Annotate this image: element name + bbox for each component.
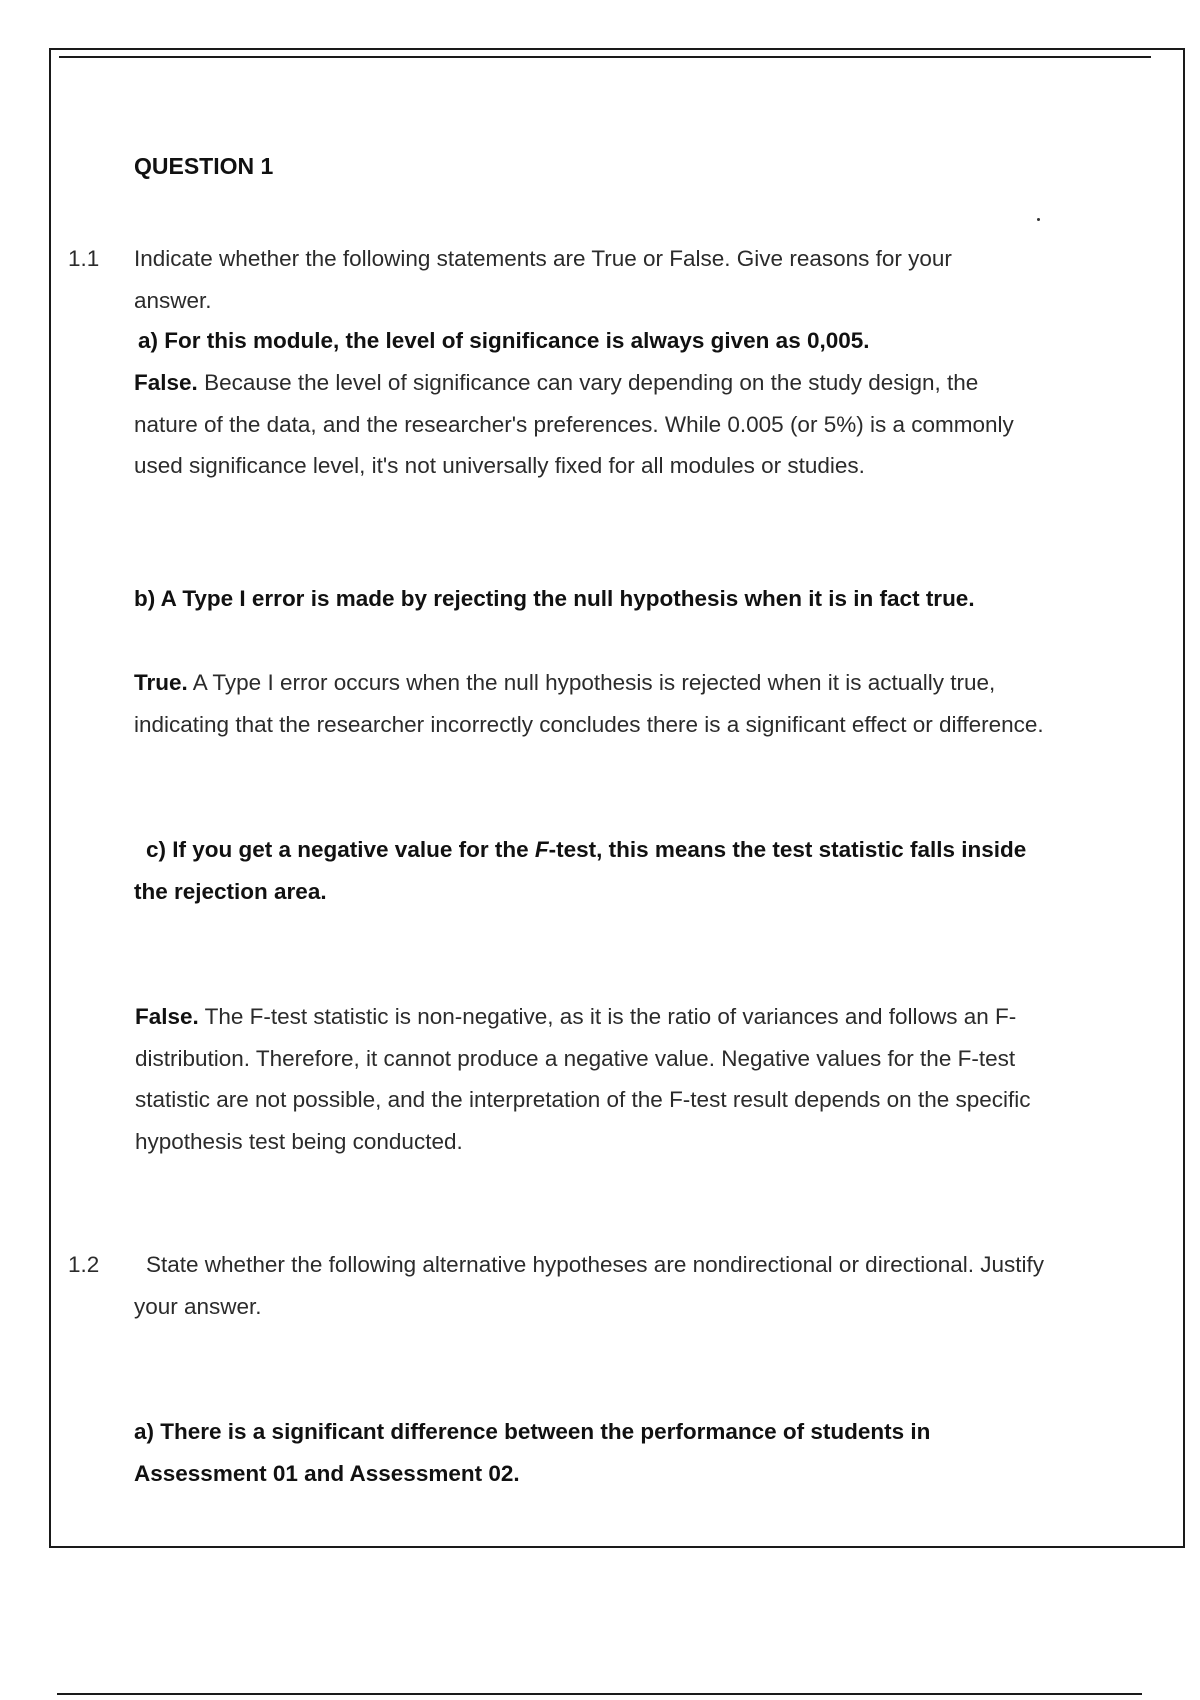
- question-title: QUESTION 1: [134, 153, 274, 179]
- top-rule: [59, 56, 1151, 58]
- q1-2-a-prompt: a) There is a significant difference between the performance of students in Assessment 01 and Assessment 02.: [134, 1419, 931, 1486]
- q1-1-a-prompt: a) For this module, the level of significance is always given as 0,005.: [138, 328, 870, 353]
- q1-1-b-reason: A Type I error occurs when the null hypothesis is rejected when it is actually true, indicating that the researcher incorrectly concludes there is a significant effect or difference.: [134, 670, 1044, 737]
- q1-1-a-verdict: False.: [134, 370, 198, 395]
- q1-1-c-prompt-before: c) If you get a negative value for the: [146, 837, 535, 862]
- q1-1-c-prompt: [134, 829, 1034, 912]
- q1-1-c-answer: [135, 996, 1070, 1162]
- q1-1-b-prompt: b) A Type I error is made by rejecting the null hypothesis when it is in fact true.: [134, 586, 975, 611]
- q1-1-a-reason: Because the level of significance can vary depending on the study design, the nature of the data, and the researcher's preferences. While 0.005 (or 5%) is a commonly used significance level, it's not universally fixed for all modules or studies.: [134, 370, 1014, 478]
- q1-1-c-reason: The F-test statistic is non-negative, as it is the ratio of variances and follows an F-distribution. Therefore, it cannot produce a negative value. Negative values for the F-test statistic are not possible, and the interpretation of the F-test result depends on the specific hypothesis test being conducted.: [135, 1004, 1031, 1154]
- q1-1-b-verdict: True.: [134, 670, 188, 695]
- q1-1-instruction: Indicate whether the following statements are True or False. Give reasons for your answer.: [134, 246, 952, 313]
- q1-1-number: 1.1: [68, 246, 100, 271]
- q1-1-c-prompt-after: -test, this means the test statistic falls inside the rejection area.: [134, 837, 1027, 904]
- q1-2-number: 1.2: [68, 1252, 100, 1277]
- q1-1-a-answer: [134, 362, 1014, 487]
- q1-1-b-answer: [134, 662, 1074, 745]
- q1-1-c-prompt-italic: F: [534, 837, 549, 862]
- footer-rule: [57, 1693, 1142, 1695]
- q1-2-instruction: State whether the following alternative hypotheses are nondirectional or directional. Justify your answer.: [134, 1252, 1045, 1319]
- stray-dot: [1037, 218, 1040, 221]
- q1-1-c-verdict: False.: [135, 1004, 199, 1029]
